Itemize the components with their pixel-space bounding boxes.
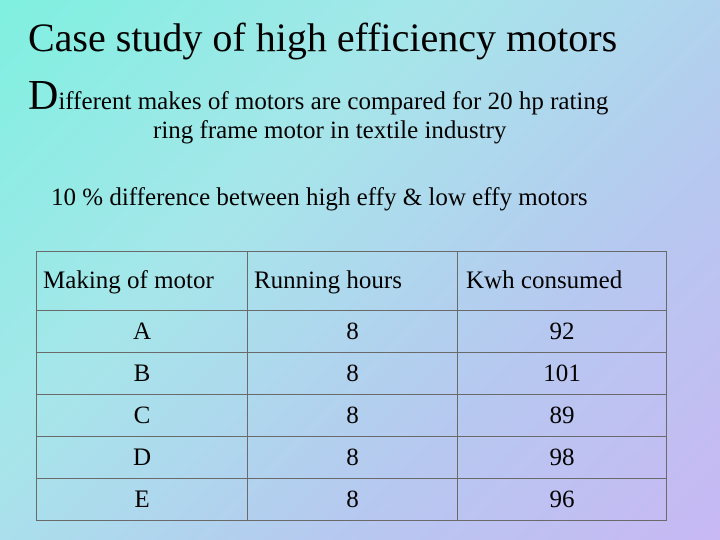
cell-make: B — [37, 353, 248, 395]
table-row — [37, 395, 667, 437]
table-row — [37, 437, 667, 479]
cell-running-hours: 8 — [248, 437, 458, 479]
table-row — [37, 479, 667, 521]
cell-running-hours: 8 — [248, 353, 458, 395]
cell-make: D — [37, 437, 248, 479]
motor-comparison-table — [36, 251, 667, 521]
header-making-of-motor: Making of motor — [37, 252, 248, 311]
cell-kwh: 101 — [458, 353, 667, 395]
cell-make: E — [37, 479, 248, 521]
cell-kwh: 89 — [458, 395, 667, 437]
cell-kwh: 96 — [458, 479, 667, 521]
slide-title: Case study of high efficiency motors — [28, 15, 618, 60]
cell-running-hours: 8 — [248, 479, 458, 521]
intro-line-1-text: ifferent makes of motors are compared for 20 hp rating — [58, 88, 609, 115]
table-row — [37, 311, 667, 353]
intro-line-2: ring frame motor in textile industry — [153, 117, 507, 144]
header-kwh-consumed: Kwh consumed — [458, 252, 667, 311]
cell-make: A — [37, 311, 248, 353]
intro-first-letter: D — [28, 73, 59, 119]
cell-running-hours: 8 — [248, 311, 458, 353]
table-row — [37, 353, 667, 395]
header-running-hours: Running hours — [248, 252, 458, 311]
efficiency-note: 10 % difference between high effy & low effy motors — [51, 184, 588, 211]
cell-make: C — [37, 395, 248, 437]
cell-kwh: 98 — [458, 437, 667, 479]
cell-running-hours: 8 — [248, 395, 458, 437]
cell-kwh: 92 — [458, 311, 667, 353]
table-header-row — [37, 252, 667, 311]
